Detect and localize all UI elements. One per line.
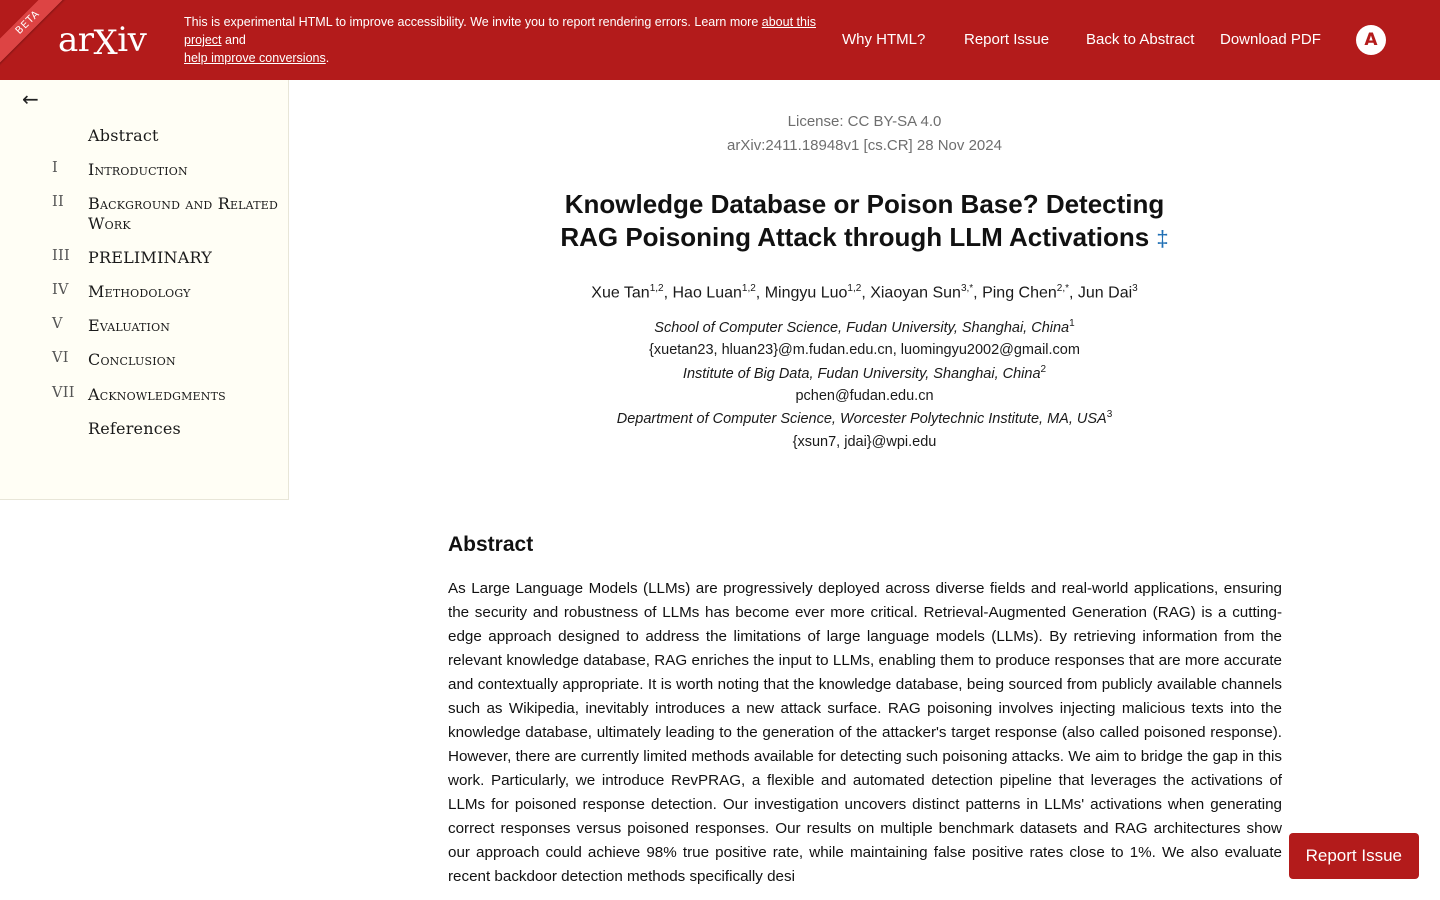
sidebar-item-introduction[interactable] — [52, 160, 278, 179]
notice-text-part1: This is experimental HTML to improve accessibility. We invite you to report rendering errors. Learn more — [184, 14, 762, 29]
affiliation-3-email: {xsun7, jdai}@wpi.edu — [792, 433, 937, 450]
table-of-contents-sidebar — [0, 80, 289, 500]
license-block — [289, 110, 1440, 158]
toc-label: Background and Related Work — [88, 194, 279, 233]
paper-content — [289, 80, 1440, 900]
affiliation-institution: Institute of Big Data, Fudan University, Shanghai, China — [682, 365, 1041, 382]
toc-label: Introduction — [88, 160, 188, 180]
sidebar-item-evaluation[interactable] — [52, 316, 278, 335]
abstract-heading: Abstract — [448, 533, 534, 557]
arxiv-logo-x: X — [93, 23, 118, 63]
affiliation-list — [289, 316, 1440, 453]
sidebar-item-references[interactable] — [52, 419, 278, 438]
toc-label: Evaluation — [88, 316, 171, 336]
toc-label: Acknowledgments — [88, 384, 226, 404]
notice-text-part2: and — [221, 32, 246, 47]
affiliation-3 — [289, 407, 1440, 430]
arxiv-logo-text: arXiv — [58, 20, 147, 63]
report-issue-button[interactable]: Report Issue — [1289, 833, 1419, 879]
affiliation-sup: 2 — [1040, 363, 1047, 375]
affiliation-institution: School of Computer Science, Fudan University, Shanghai, China — [654, 319, 1070, 336]
sidebar-item-methodology[interactable] — [52, 282, 278, 301]
toc-label: Conclusion — [88, 350, 176, 370]
arxiv-logo[interactable] — [58, 20, 168, 63]
sidebar-item-preliminary[interactable] — [52, 248, 278, 267]
affiliation-2 — [289, 362, 1440, 385]
paper-title-text: Knowledge Database or Poison Base? Detecting RAG Poisoning Attack through LLM Activations — [560, 189, 1165, 253]
notice-text-part3: . — [325, 51, 330, 66]
affiliation-sup: 3 — [1106, 409, 1113, 421]
toc-number: VII — [52, 384, 75, 401]
back-to-abstract-link[interactable]: Back to Abstract — [1086, 31, 1195, 49]
sidebar-item-acknowledgments[interactable] — [52, 385, 278, 404]
sidebar-item-background-and-related-work[interactable] — [52, 194, 278, 232]
toc-label: PRELIMINARY — [88, 247, 213, 267]
header-nav — [842, 28, 1342, 51]
affiliation-1 — [289, 316, 1440, 339]
report-issue-link[interactable]: Report Issue — [964, 31, 1050, 49]
toc-list — [0, 126, 288, 438]
author-list: Xue Tan$^{1,2}$, Hao Luan$^{1,2}$, Mingyu Luo$^{1,2}$, Xiaoyan Sun$^{3,*}$, Ping Chen$^{2,*}$, Jun Dai$^3$ — [591, 282, 1138, 301]
toc-label: References — [88, 418, 181, 438]
toc-number: III — [52, 247, 71, 264]
page-title — [555, 188, 1175, 255]
beta-ribbon-label: BETA — [0, 0, 72, 71]
toc-number: V — [52, 316, 63, 333]
contrast-toggle-icon[interactable]: A — [1356, 25, 1386, 55]
experimental-html-notice — [184, 13, 824, 67]
site-header — [0, 0, 1440, 80]
sidebar-item-conclusion[interactable] — [52, 350, 278, 369]
toc-number: VI — [52, 350, 69, 367]
why-html-link[interactable]: Why HTML? — [842, 31, 926, 49]
toc-number: II — [52, 194, 65, 211]
affiliation-sup: 1 — [1069, 317, 1075, 329]
title-footnote-marker[interactable]: ‡ — [1156, 226, 1169, 252]
affiliation-2-email: pchen@fudan.edu.cn — [795, 387, 934, 404]
about-this-project-link[interactable]: about this project — [184, 14, 816, 47]
abstract-paragraph: As Large Language Models (LLMs) are progressively deployed across diverse fields and real-world applications, ensuring the security and robustness of LLMs has become ever more critical. Retrieval-Augmented Generation (RAG) is a cutting-edge approach designed to address the limitations of large language models (LLMs). By retrieving information from the relevant knowledge database, RAG enriches the input to LLMs, enabling them to produce responses that are more accurate and contextually appropriate. It is worth noting that the knowledge database, being sourced from publicly available channels such as Wikipedia, inevitably introduces a new attack surface. RAG poisoning involves injecting malicious texts into the knowledge database, ultimately leading to the generation of the attacker's target response (also called poisoned response). However, there are currently limited methods available for detecting such poisoning attacks. We aim to bridge the gap in this work. Particularly, we introduce RevPRAG, a flexible and automated detection pipeline that leverages the activations of LLMs for poisoned response detection. Our investigation uncovers distinct patterns in LLMs' activations when generating correct responses versus poisoned responses. Our results on multiple benchmark datasets and RAG architectures show our approach could achieve 98% true positive rate, while maintaining false positive rates close to 1%. We also evaluate recent backdoor detection methods specifically desi — [448, 580, 1282, 886]
toc-number: I — [52, 160, 59, 177]
toc-number: IV — [52, 281, 69, 298]
toc-label: Methodology — [88, 281, 191, 301]
download-pdf-link[interactable]: Download PDF — [1220, 31, 1321, 49]
back-arrow-icon[interactable]: ← — [22, 87, 39, 111]
arxiv-id-text: arXiv:2411.18948v1 [cs.CR] 28 Nov 2024 — [727, 137, 1002, 154]
toc-label: Abstract — [88, 126, 159, 145]
license-text: License: CC BY-SA 4.0 — [787, 113, 942, 130]
affiliation-institution: Department of Computer Science, Worcester Polytechnic Institute, MA, USA — [616, 411, 1107, 428]
help-improve-conversions-link[interactable]: help improve conversions — [184, 51, 326, 66]
affiliation-1-email: {xuetan23, hluan23}@m.fudan.edu.cn, luomingyu2002@gmail.com — [649, 342, 1080, 359]
sidebar-item-abstract[interactable] — [52, 126, 278, 145]
